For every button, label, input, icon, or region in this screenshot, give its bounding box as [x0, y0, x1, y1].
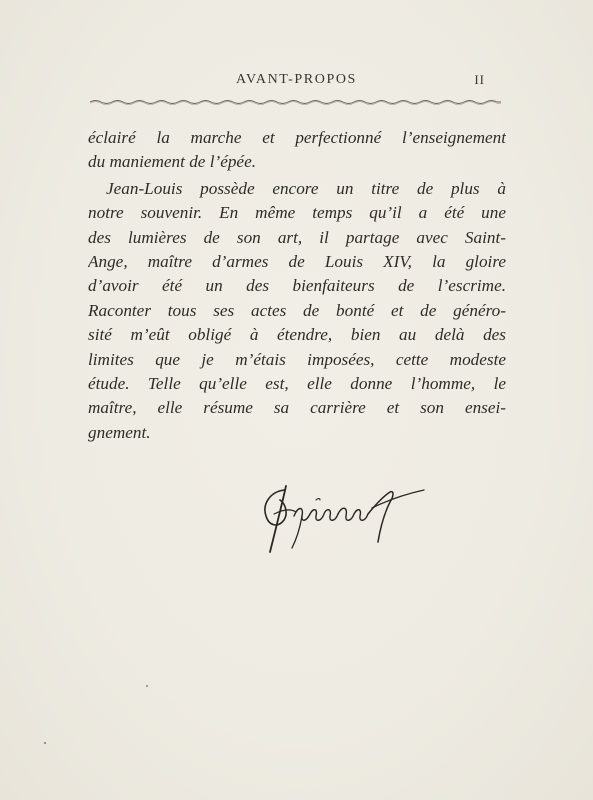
text-line: gnement. — [88, 422, 151, 442]
handwritten-signature — [256, 470, 436, 560]
paragraph-1 — [88, 126, 506, 175]
text-line: maître, elle résume sa carrière et son ensei- — [88, 398, 506, 418]
text-line: d’avoir été un des bienfaiteurs de l’escrime. — [88, 276, 506, 296]
text-line: des lumières de son art, il partage avec Saint- — [88, 227, 506, 247]
text-line: Jean-Louis possède encore un titre de plus à — [106, 178, 506, 198]
text-line: notre souvenir. En même temps qu’il a été une — [88, 203, 506, 223]
text-line: Raconter tous ses actes de bonté et de généro- — [88, 300, 506, 320]
text-line: étude. Telle qu’elle est, elle donne l’homme, le — [88, 374, 506, 394]
paper-speck — [146, 685, 148, 687]
text-line: du maniement de l’épée. — [88, 152, 256, 172]
paragraph-2 — [88, 177, 506, 445]
page-number: II — [474, 72, 485, 87]
body-text — [88, 126, 506, 445]
text-line: limites que je m’étais imposées, cette modeste — [88, 349, 506, 369]
text-line: sité m’eût obligé à étendre, bien au delà des — [88, 325, 506, 345]
decorative-wavy-rule — [90, 97, 501, 107]
text-line: éclairé la marche et perfectionné l’enseignement — [88, 128, 506, 147]
running-head — [0, 72, 593, 92]
text-line: Ange, maître d’armes de Louis XIV, la gloire — [88, 252, 506, 272]
running-head-title: AVANT-PROPOS — [236, 72, 357, 87]
paper-speck — [44, 742, 46, 744]
